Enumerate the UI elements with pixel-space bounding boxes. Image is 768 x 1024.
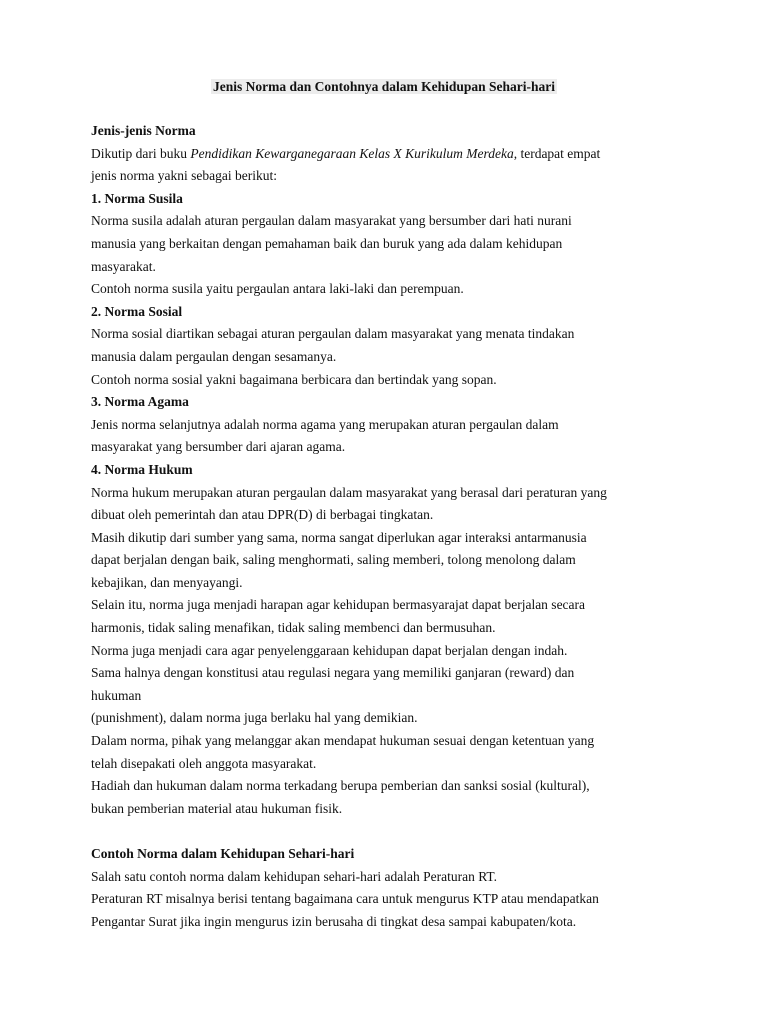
paragraph-line: Sama halnya dengan konstitusi atau regulasi negara yang memiliki ganjaran (reward) dan [91,665,575,681]
paragraph-line: Jenis norma selanjutnya adalah norma agama yang merupakan aturan pergaulan dalam [91,416,559,432]
paragraph-line: Norma susila adalah aturan pergaulan dalam masyarakat yang bersumber dari hati nurani [91,213,572,229]
paragraph-line: Pengantar Surat jika ingin mengurus izin berusaha di tingkat desa sampai kabupaten/kota. [91,913,577,929]
paragraph-line: telah disepakati oleh anggota masyarakat. [91,755,317,771]
paragraph-line: Masih dikutip dari sumber yang sama, norma sangat diperlukan agar interaksi antarmanusia [91,529,587,545]
paragraph-line: dibuat oleh pemerintah dan atau DPR(D) di berbagai tingkatan. [91,507,434,523]
paragraph-line: harmonis, tidak saling menafikan, tidak saling membenci dan bermusuhan. [91,620,496,636]
intro-before: Dikutip dari buku [91,145,191,161]
paragraph-line: Selain itu, norma juga menjadi harapan agar kehidupan bermasyarajat dapat berjalan secara [91,597,586,613]
document-title-text: Jenis Norma dan Contohnya dalam Kehidupan Sehari-hari [212,79,556,94]
heading-norma-sosial: 2. Norma Sosial [91,303,183,319]
paragraph-line: Norma juga menjadi cara agar penyelenggaraan kehidupan dapat berjalan dengan indah. [91,642,568,658]
paragraph-line: manusia dalam pergaulan dengan sesamanya. [91,348,337,364]
intro-after: , terdapat empat [513,145,601,161]
paragraph-line: hukuman [91,687,142,703]
paragraph-line: Norma sosial diartikan sebagai aturan pergaulan dalam masyarakat yang menata tindakan [91,326,575,342]
paragraph-line: Peraturan RT misalnya berisi tentang bagaimana cara untuk mengurus KTP atau mendapatkan [91,891,599,907]
paragraph-line: masyarakat. [91,258,156,274]
paragraph-line: bukan pemberian material atau hukuman fisik. [91,800,343,816]
document-title [0,78,768,96]
heading-norma-hukum: 4. Norma Hukum [91,461,193,477]
section-heading-jenis-norma: Jenis-jenis Norma [91,123,196,138]
intro-paragraph-line [91,143,691,166]
paragraph-line: kebajikan, dan menyayangi. [91,574,243,590]
heading-norma-susila: 1. Norma Susila [91,190,183,206]
heading-norma-agama: 3. Norma Agama [91,394,189,410]
paragraph-line: Contoh norma sosial yakni bagaimana berbicara dan bertindak yang sopan. [91,371,497,387]
document-body [91,120,691,933]
paragraph-line: Hadiah dan hukuman dalam norma terkadang berupa pemberian dan sanksi sosial (kultural), [91,778,590,794]
book-title: Pendidikan Kewarganegaraan Kelas X Kurikulum Merdeka [190,145,514,161]
paragraph-line: dapat berjalan dengan baik, saling menghormati, saling memberi, tolong menolong dalam [91,552,576,568]
paragraph-line: Contoh norma susila yaitu pergaulan antara laki-laki dan perempuan. [91,281,464,297]
paragraph-spacer [91,820,691,843]
paragraph-line: manusia yang berkaitan dengan pemahaman baik dan buruk yang ada dalam kehidupan [91,235,563,251]
section-heading-contoh-norma: Contoh Norma dalam Kehidupan Sehari-hari [91,846,355,861]
intro-paragraph-line: jenis norma yakni sebagai berikut: [91,168,277,184]
paragraph-line: masyarakat yang bersumber dari ajaran agama. [91,439,346,455]
paragraph-line: (punishment), dalam norma juga berlaku hal yang demikian. [91,710,418,726]
paragraph-line: Dalam norma, pihak yang melanggar akan mendapat hukuman sesuai dengan ketentuan yang [91,733,595,749]
paragraph-line: Norma hukum merupakan aturan pergaulan dalam masyarakat yang berasal dari peraturan yang [91,484,607,500]
paragraph-line: Salah satu contoh norma dalam kehidupan sehari-hari adalah Peraturan RT. [91,868,498,884]
